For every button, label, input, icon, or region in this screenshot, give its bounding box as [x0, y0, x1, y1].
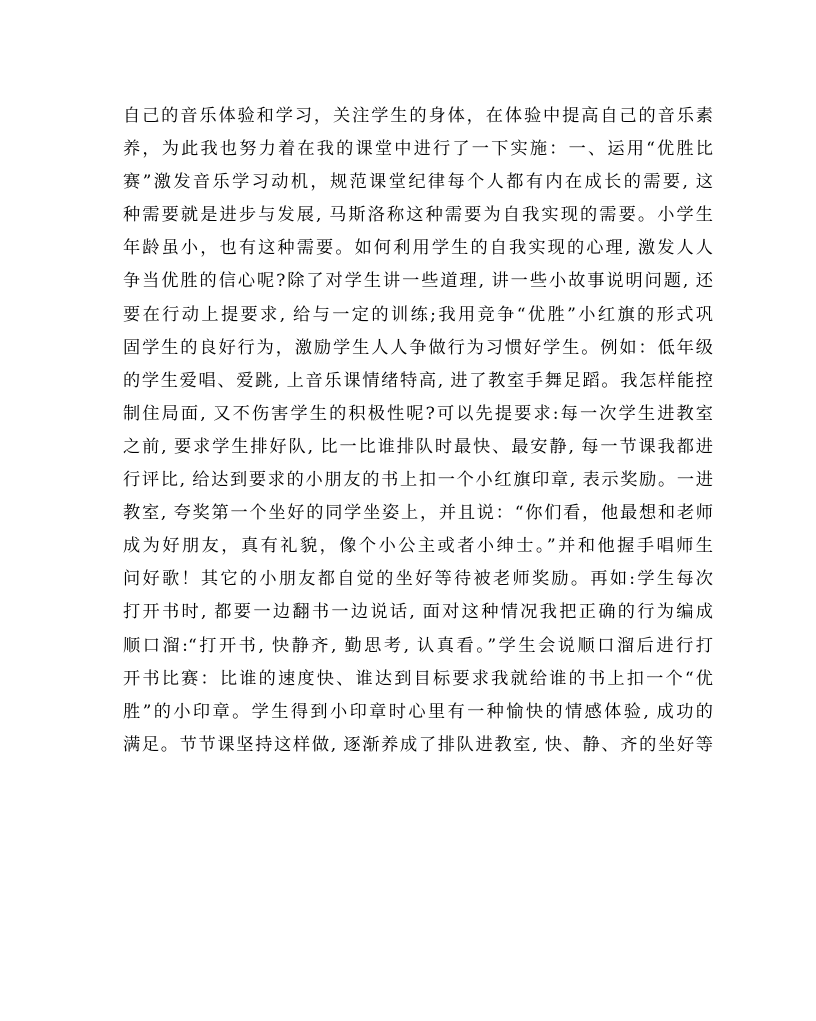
body-text: [123, 100, 713, 762]
text-line-16: 打开书时, 都要一边翻书一边说话, 面对这种情况我把正确的行为编成: [123, 602, 713, 623]
text-line-15: 问好歌！其它的小朋友都自觉的坐好等待被老师奖励。再如:学生每次: [123, 569, 713, 590]
text-line-18: 开书比赛：比谁的速度快、谁达到目标要求我就给谁的书上扣一个“优: [123, 668, 713, 689]
text-line-20: 满足。节节课坚持这样做, 逐渐养成了排队进教室, 快、静、齐的坐好等: [123, 734, 713, 755]
text-line-11: 之前, 要求学生排好队, 比一比谁排队时最快、最安静, 每一节课我都进: [123, 436, 713, 457]
text-line-7: 要在行动上提要求, 给与一定的训练;我用竞争“优胜”小红旗的形式巩: [123, 304, 713, 325]
text-line-17: 顺口溜:“打开书, 快静齐, 勤思考, 认真看。”学生会说顺口溜后进行打: [123, 635, 713, 656]
text-line-3: 赛”激发音乐学习动机，规范课堂纪律每个人都有内在成长的需要, 这: [123, 172, 713, 193]
text-line-14: 成为好朋友，真有礼貌，像个小公主或者小绅士。”并和他握手唱师生: [123, 536, 713, 557]
text-line-13: 教室, 夸奖第一个坐好的同学坐姿上，并且说：“你们看，他最想和老师: [123, 503, 713, 524]
text-line-10: 制住局面, 又不伤害学生的积极性呢?可以先提要求:每一次学生进教室: [123, 403, 713, 424]
text-line-12: 行评比, 给达到要求的小朋友的书上扣一个小红旗印章, 表示奖励。一进: [123, 470, 713, 491]
text-line-1: 自己的音乐体验和学习，关注学生的身体，在体验中提高自己的音乐素: [123, 106, 713, 126]
text-line-19: 胜”的小印章。学生得到小印章时心里有一种愉快的情感体验, 成功的: [123, 701, 713, 722]
text-line-2: 养，为此我也努力着在我的课堂中进行了一下实施：一、运用“优胜比: [123, 139, 713, 160]
text-line-9: 的学生爱唱、爱跳, 上音乐课情绪特高, 进了教室手舞足蹈。我怎样能控: [123, 370, 713, 391]
text-line-8: 固学生的良好行为，激励学生人人争做行为习惯好学生。例如：低年级: [123, 337, 713, 358]
text-line-6: 争当优胜的信心呢?除了对学生讲一些道理, 讲一些小故事说明问题, 还: [123, 271, 713, 292]
text-line-5: 年龄虽小，也有这种需要。如何利用学生的自我实现的心理, 激发人人: [123, 238, 713, 259]
text-line-4: 种需要就是进步与发展, 马斯洛称这种需要为自我实现的需要。小学生: [123, 205, 713, 226]
